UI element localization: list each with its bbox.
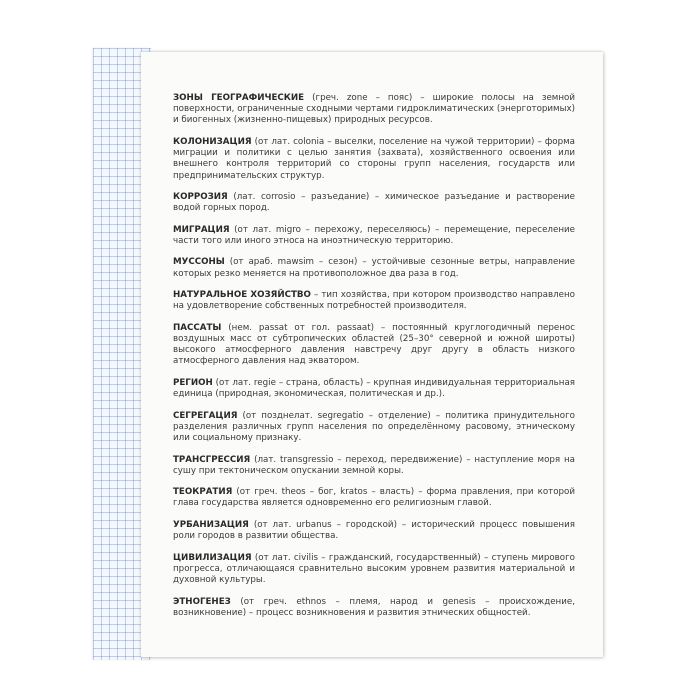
glossary-entry-ethnogenesis (173, 597, 575, 619)
term-name: ЦИВИЛИЗАЦИЯ (173, 552, 252, 563)
glossary-entry-segregation (173, 411, 575, 445)
term-definition: (от позднелат. segregatio – отделение) – политика принудительного разделения различных групп населения по определённому расовому, этническому или социальному признаку. (173, 410, 575, 444)
glossary-entry-urbanization (173, 520, 575, 542)
term-definition: (от греч. ethnos – племя, народ и genesis – происхождение, возникновение) – процесс возникновения и развития этнических общностей. (173, 596, 575, 618)
term-name: КОЛОНИЗАЦИЯ (173, 136, 252, 147)
term-name: НАТУРАЛЬНОЕ ХОЗЯЙСТВО (173, 290, 311, 301)
term-name: МИГРАЦИЯ (173, 224, 230, 235)
term-definition: (лат. corrosio – разъедание) – химическое разъедание и растворение водой горных пород. (173, 192, 575, 214)
glossary-entry-subsistence-economy (173, 290, 575, 312)
term-definition: – тип хозяйства, при котором производство направлено на удовлетворение собственных потребностей производителя. (173, 290, 575, 312)
glossary-entry-migration (173, 225, 575, 247)
term-name: ЭТНОГЕНЕЗ (173, 596, 231, 607)
glossary-entry-region (173, 378, 575, 400)
term-name: РЕГИОН (173, 377, 213, 388)
term-definition: (греч. zone – пояс) – широкие полосы на земной поверхности, ограниченные сходными чертами гидроклиматических (энерготоримых) и биогенных (жизненно-пищевых) природных ресурсов. (173, 93, 576, 126)
term-definition: (лат. transgressio – переход, передвижение) – наступление моря на сушу при тектоническом опускании земной коры. (173, 454, 575, 476)
term-definition: (от лат. colonia – выселки, поселение на чужой территории) – форма миграции и политики с целью занятия (захвата), хозяйственного освоения или внешнего контроля территорий со стороны групп населения, государств или предпринимательских структур. (173, 136, 575, 181)
glossary-entry-trade-winds (173, 323, 575, 368)
term-definition: (от лат. regie – страна, область) – крупная индивидуальная территориальная единица (природная, экономическая, политическая и др.). (173, 377, 575, 400)
glossary-entry-transgression (173, 455, 575, 477)
glossary-entry-civilization (173, 553, 575, 587)
glossary-entry-geographic-zones (173, 93, 575, 127)
term-name: ПАССАТЫ (173, 322, 222, 333)
term-name: ТЕОКРАТИЯ (173, 487, 233, 498)
term-definition: (от греч. theos – бог, kratos – власть) – форма правления, при которой глава государства является одновременно его религиозным главой. (173, 487, 575, 509)
term-name: КОРРОЗИЯ (173, 192, 228, 203)
term-name: ТРАНСГРЕССИЯ (173, 454, 251, 465)
term-name: УРБАНИЗАЦИЯ (173, 519, 249, 530)
glossary-entry-corrosion (173, 192, 575, 214)
glossary (173, 93, 575, 629)
term-definition: (от лат. urbanus – городской) – исторический процесс повышения роли городов в развитии общества. (173, 519, 575, 542)
notebook-back-cover (141, 52, 603, 657)
term-name: СЕГРЕГАЦИЯ (173, 410, 238, 421)
glossary-entry-monsoons (173, 257, 575, 279)
term-name: ЗОНЫ ГЕОГРАФИЧЕСКИЕ (173, 93, 305, 103)
term-definition: (от лат. migro – перехожу, переселяюсь) – перемещение, переселение части того или иного этноса на иноэтническую территорию. (173, 224, 575, 246)
term-name: МУССОНЫ (173, 257, 225, 268)
glossary-entry-colonization (173, 137, 575, 182)
term-definition: (от лат. civilis – гражданский, государственный) – ступень мирового прогресса, отличающаяся сравнительно высоким уровнем развития материальной и духовной культуры. (173, 552, 575, 586)
glossary-entry-theocracy (173, 487, 575, 509)
term-definition: (от араб. mawsim – сезон) – устойчивые сезонные ветры, направление которых резко меняется на противоположное два раза в год. (173, 257, 575, 279)
term-definition: (нем. passat от гол. passaat) – постоянный круглогодичный перенос воздушных масс от субтропических областей (25–30° северной и южной широты) высокого атмосферного давления навстречу друг другу в область низкого атмосферного давления над экватором. (173, 322, 575, 367)
